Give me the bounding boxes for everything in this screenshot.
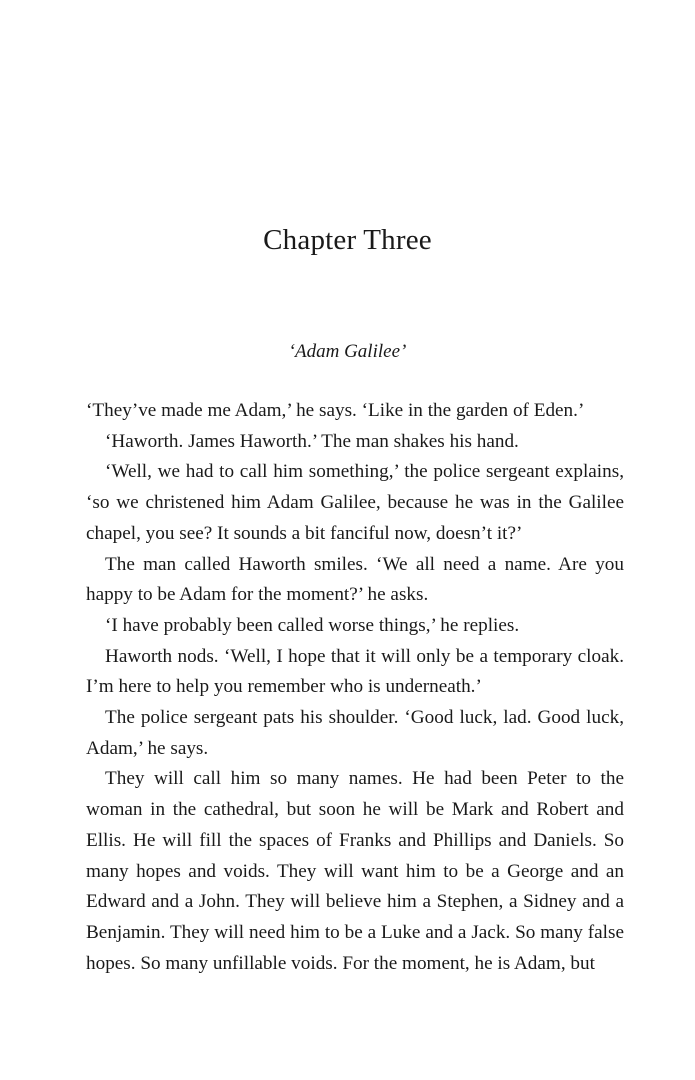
paragraph: The man called Haworth smiles. ‘We all need a name. Are you happy to be Adam for the moment?’ he asks. bbox=[86, 553, 624, 606]
paragraph: Haworth nods. ‘Well, I hope that it will only be a temporary cloak. I’m here to help you remember who is underneath.’ bbox=[86, 645, 624, 698]
paragraph: The police sergeant pats his shoulder. ‘Good luck, lad. Good luck, Adam,’ he says. bbox=[86, 707, 624, 759]
paragraph: They will call him so many names. He had been Peter to the woman in the cathedral, but soon he will be Mark and Robert and Ellis. He will fill the spaces of Franks and Phillips and Daniels. So many hopes and voids. They will want him to be a George and an Edward and a John. They will believe him a Stephen, a Sidney and a Benjamin. They will need him to be a Luke and a Jack. So many false hopes. So many unfillable voids. For the moment, he is Adam, but bbox=[86, 768, 624, 974]
paragraph: ‘Well, we had to call him something,’ the police sergeant explains, ‘so we christened him Adam Galilee, because he was in the Galilee chapel, you see? It sounds a bit fanciful now, doesn’t it?’ bbox=[86, 461, 624, 544]
paragraph: ‘I have probably been called worse things,’ he replies. bbox=[105, 614, 520, 636]
chapter-subtitle: ‘Adam Galilee’ bbox=[288, 341, 407, 362]
chapter-title: Chapter Three bbox=[263, 224, 432, 256]
body-text bbox=[86, 396, 624, 979]
paragraph: ‘Haworth. James Haworth.’ The man shakes his hand. bbox=[105, 430, 519, 452]
paragraph: ‘They’ve made me Adam,’ he says. ‘Like in the garden of Eden.’ bbox=[86, 400, 585, 421]
